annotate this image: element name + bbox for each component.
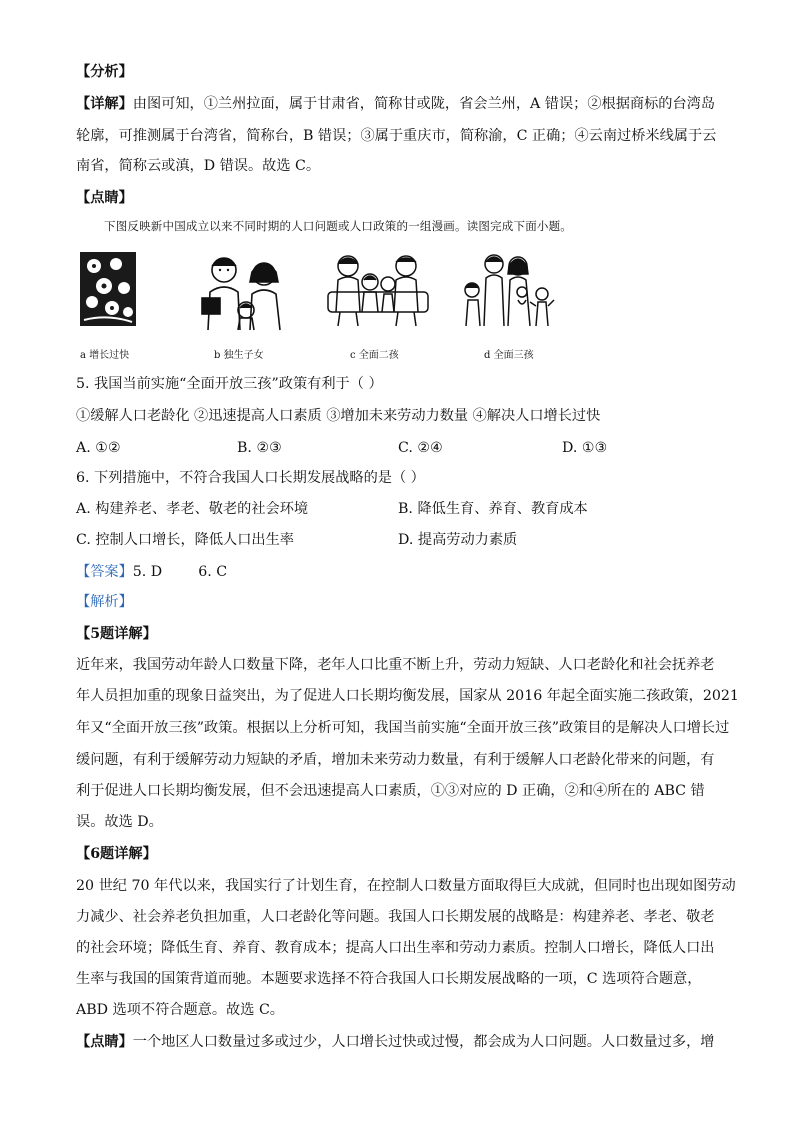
section-dianjing: 【点睛】 [76, 190, 133, 206]
cartoon-a [80, 252, 136, 330]
caption-d: d 全面三孩 [484, 350, 534, 361]
three-children-family-illustration [460, 252, 560, 330]
q6-detail-label: 【6题详解】 [76, 846, 157, 862]
section-jiexi: 【解析】 [76, 594, 133, 610]
q6-detail-line-5: ABD 选项不符合题意。故选 C。 [76, 1002, 284, 1018]
xiangjie-line-2: 轮廓，可推测属于台湾省，简称台，B 错误；③属于重庆市，简称渝，C 正确；④云南过桥米线属于云 [76, 128, 717, 144]
q5-stem: 5. 我国当前实施“全面开放三孩”政策有利于（ ） [76, 376, 383, 392]
q5-option-a: A. ①② [76, 440, 121, 456]
section-fenxi: 【分析】 [76, 64, 133, 80]
one-child-family-illustration [196, 252, 292, 332]
q5-detail-line-6: 误。故选 D。 [76, 814, 163, 830]
q6-detail-line-1: 20 世纪 70 年代以来，我国实行了计划生育，在控制人口数量方面取得巨大成就，但同时也出现如图劳动 [76, 878, 736, 894]
final-note-label: 【点睛】 [76, 1034, 133, 1050]
q6-option-a: A. 构建养老、孝老、敬老的社会环境 [76, 501, 309, 517]
q5-option-b: B. ②③ [237, 440, 282, 456]
two-children-family-illustration [326, 252, 430, 328]
q5-detail-line-1: 近年来，我国劳动年龄人口数量下降，老年人口比重不断上升，劳动力短缺、人口老龄化和社会抚养老 [76, 657, 715, 673]
cartoon-c [326, 252, 430, 332]
answer-label: 【答案】 [76, 564, 133, 580]
final-note-text: 一个地区人口数量过多或过少，人口增长过快或过慢，都会成为人口问题。人口数量过多，增 [132, 1034, 715, 1050]
q5-detail-line-5: 利于促进人口长期均衡发展，但不会迅速提高人口素质，①③对应的 D 正确，②和④所在的 ABC 错 [76, 783, 705, 799]
final-note-line [76, 1032, 714, 1052]
q6-detail-line-2: 力减少、社会养老负担加重，人口老龄化等问题。我国人口长期发展的战略是：构建养老、孝老、敬老 [76, 909, 715, 925]
q6-detail-line-3: 的社会环境；降低生育、养育、教育成本；提高人口出生率和劳动力素质。控制人口增长，降低人口出 [76, 940, 715, 956]
q5-detail-line-2: 年人员担加重的现象日益突出，为了促进人口长期均衡发展，国家从 2016 年起全面实施二孩政策，2021 [76, 688, 739, 704]
q6-option-d: D. 提高劳动力素质 [398, 532, 518, 548]
caption-b: b 独生子女 [214, 350, 264, 361]
caption-a: a 增长过快 [80, 350, 130, 361]
q5-detail-line-3: 年又“全面开放三孩”政策。根据以上分析可知，我国当前实施“全面开放三孩”政策目的是解决人口增长过 [76, 720, 730, 736]
q5-detail-label: 【5题详解】 [76, 626, 157, 642]
caption-c: c 全面二孩 [350, 350, 399, 361]
q6-detail-line-4: 生率与我国的国策背道而驰。本题要求选择不符合我国人口长期发展战略的一项，C 选项符合题意， [76, 971, 702, 987]
q5-items: ①缓解人口老龄化 ②迅速提高人口素质 ③增加未来劳动力数量 ④解决人口增长过快 [76, 408, 601, 424]
q5-option-d: D. ①③ [562, 440, 608, 456]
figure-intro: 下图反映新中国成立以来不同时期的人口问题或人口政策的一组漫画。读图完成下面小题。 [104, 219, 572, 233]
cartoon-d [460, 252, 560, 334]
cartoon-b [196, 252, 292, 336]
q6-option-c: C. 控制人口增长，降低人口出生率 [76, 532, 294, 548]
answer-text: 5. D 6. C [132, 564, 228, 580]
xiangjie-line-1 [76, 94, 715, 114]
q5-option-c: C. ②④ [398, 440, 443, 456]
q6-stem: 6. 下列措施中，不符合我国人口长期发展战略的是（ ） [76, 470, 425, 486]
q6-option-b: B. 降低生育、养育、教育成本 [398, 501, 588, 517]
answer-line [76, 562, 227, 582]
xiangjie-line-3: 南省，简称云或滇，D 错误。故选 C。 [76, 158, 321, 174]
q5-detail-line-4: 缓问题，有利于缓解劳动力短缺的矛盾，增加未来劳动力数量，有利于缓解人口老龄化带来的问题，有 [76, 752, 715, 768]
crowd-illustration [80, 252, 136, 326]
xiangjie-text-1: 由图可知，①兰州拉面，属于甘肃省，简称甘或陇，省会兰州，A 错误；②根据商标的台湾岛 [132, 96, 716, 112]
section-xiangjie: 【详解】 [76, 96, 133, 112]
